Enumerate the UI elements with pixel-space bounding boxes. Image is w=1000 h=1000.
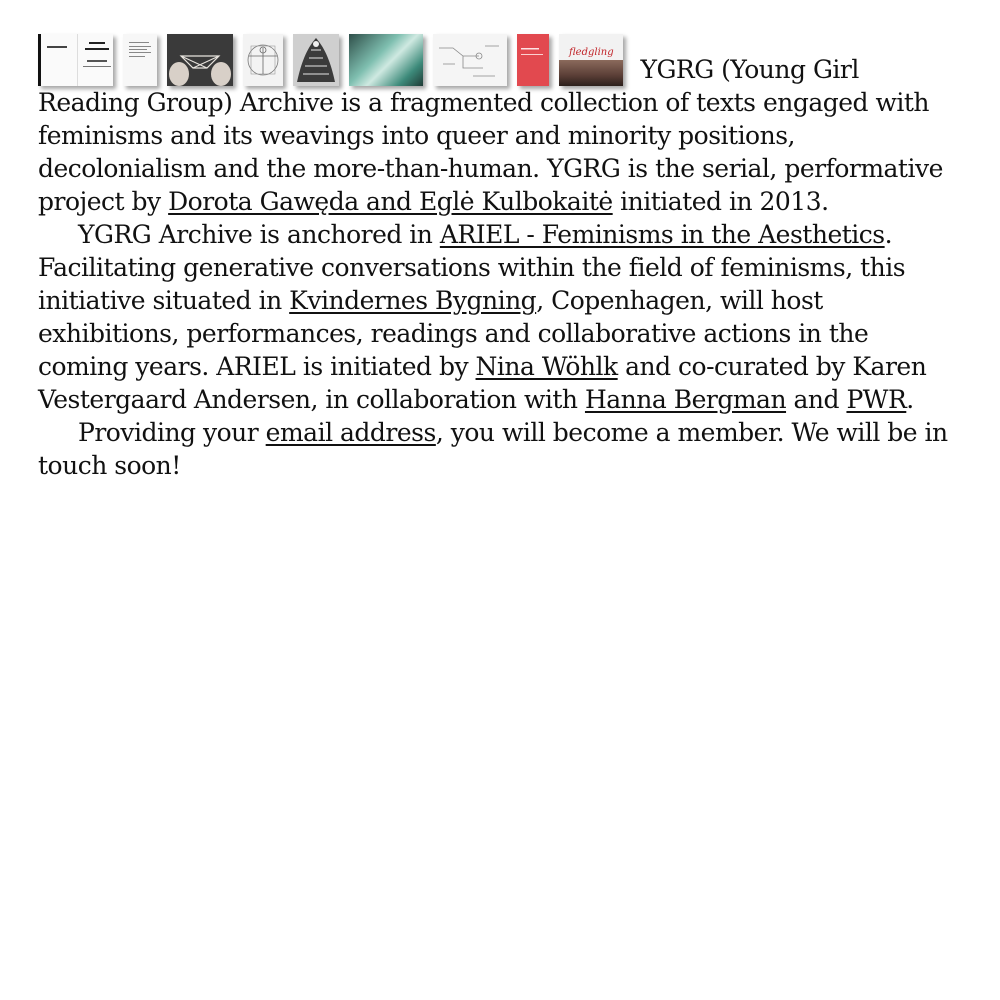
pwr-link[interactable]: PWR [846, 385, 907, 414]
ariel-end-text: . [906, 385, 914, 414]
nina-wohlk-link[interactable]: Nina Wöhlk [475, 352, 618, 381]
ariel-mid-text-4: and [786, 385, 847, 414]
fledgling-caption: fledgling [569, 47, 614, 58]
ariel-lead-text: YGRG Archive is anchored in [78, 220, 440, 249]
membership-tail-text: , you will become a member. We will be in touch soon! [38, 418, 948, 480]
membership-lead-text: Providing your [78, 418, 266, 447]
ariel-mid-text-1: . Facilitating generative conversations within the field of feminisms, this initiative situated in [38, 220, 906, 315]
thumbnail-zeros-and-ones-book[interactable] [38, 34, 113, 86]
thumbnail-handwritten-notes[interactable] [433, 34, 507, 86]
archive-intro [38, 34, 960, 482]
notes-art [433, 34, 507, 86]
thumbnail-abstract-document[interactable] [123, 34, 157, 86]
intro-lead-text: YGRG (Young Girl Reading Group) Archive is a fragmented collection of texts engaged with feminisms and its weavings into queer and minority positions, decolonialism and the more-than-human. YGRG is the serial, performative project by [38, 55, 943, 216]
ariel-mid-text-2: , Copenhagen, will host exhibitions, performances, readings and collaborative actions in the coming years. ARIEL is initiated by [38, 286, 869, 381]
thumbnail-teal-painting[interactable] [349, 34, 423, 86]
ariel-link[interactable]: ARIEL - Feminisms in the Aesthetics [439, 220, 885, 249]
thumbnail-strip [38, 47, 633, 84]
intro-tail-text: initiated in 2013. [612, 187, 829, 216]
email-address-link[interactable]: email address [265, 418, 436, 447]
engraving-art [293, 34, 339, 86]
hanna-bergman-link[interactable]: Hanna Bergman [584, 385, 787, 414]
thumbnail-vitruvian-diagram[interactable] [243, 34, 283, 86]
ariel-paragraph [38, 218, 960, 416]
red-cover-art [517, 34, 549, 86]
hands-string-art [167, 34, 233, 86]
kvindernes-bygning-link[interactable]: Kvindernes Bygning [289, 286, 537, 315]
vitruvian-art [243, 34, 283, 86]
artists-link[interactable]: Dorota Gawęda and Eglė Kulbokaitė [168, 187, 613, 216]
fledgling-photo [559, 60, 623, 86]
intro-paragraph [38, 34, 960, 218]
ariel-mid-text-3: and co-curated by Karen Vestergaard Andersen, in collaboration with [38, 352, 927, 414]
thumbnail-hands-string-photo[interactable] [167, 34, 233, 86]
membership-paragraph [38, 416, 960, 482]
thumbnail-engraving[interactable] [293, 34, 339, 86]
thumbnail-red-book-cover[interactable] [517, 34, 549, 86]
thumbnail-fledgling-cover[interactable] [559, 34, 623, 86]
